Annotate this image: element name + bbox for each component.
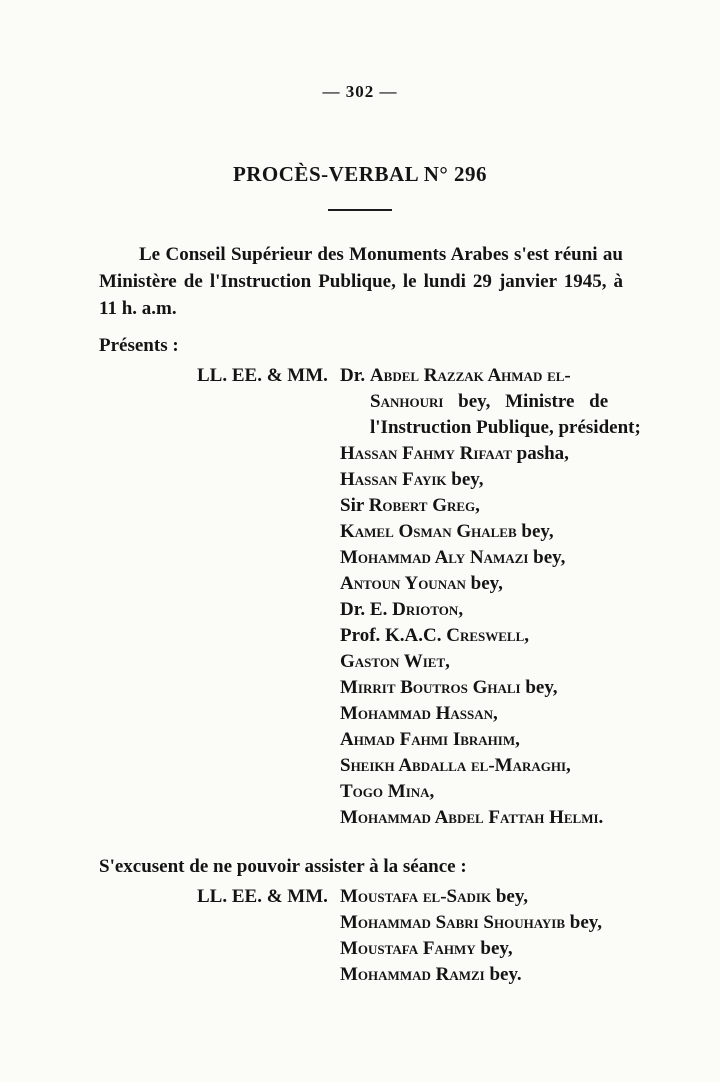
excused-name bbox=[340, 962, 720, 988]
excused-name bbox=[340, 910, 720, 936]
name-suffix: , bbox=[515, 729, 520, 750]
attendee-name bbox=[340, 701, 720, 727]
name-prefix: Dr. bbox=[340, 365, 370, 386]
presents-label: Présents : bbox=[99, 335, 179, 356]
attendee-name bbox=[340, 805, 720, 831]
excused-list bbox=[340, 884, 720, 988]
name-smallcaps: Mohammad Aly Namazi bbox=[340, 547, 529, 568]
name-suffix: bey, bbox=[516, 521, 554, 542]
name-suffix: , bbox=[445, 651, 450, 672]
name-suffix: . bbox=[598, 807, 604, 828]
attendee-name bbox=[340, 493, 720, 519]
name-suffix: pasha, bbox=[511, 443, 569, 464]
name-smallcaps: Moustafa el-Sadik bbox=[340, 886, 492, 907]
page-title: PROCÈS-VERBAL N° 296 bbox=[232, 162, 488, 186]
attendee-name bbox=[340, 675, 720, 701]
title-rule bbox=[328, 209, 392, 211]
attendee-name bbox=[340, 571, 720, 597]
name-smallcaps: Mohammad Sabri Shouhayib bbox=[340, 912, 566, 933]
name-smallcaps: Sanhouri bbox=[370, 391, 444, 412]
attendee-name bbox=[340, 467, 720, 493]
name-smallcaps: Togo Mina bbox=[340, 781, 430, 802]
attendees-list bbox=[340, 441, 720, 831]
attendee-name bbox=[340, 727, 720, 753]
name-smallcaps: Mohammad Ramzi bbox=[340, 964, 485, 985]
president-line bbox=[370, 389, 720, 415]
name-prefix: Prof. bbox=[340, 625, 386, 646]
name-prefix: Dr. bbox=[340, 599, 370, 620]
name-smallcaps: Moustafa Fahmy bbox=[340, 938, 476, 959]
excuses-prefix: LL. EE. & MM. bbox=[197, 886, 328, 907]
presents-block bbox=[197, 363, 720, 831]
president-line bbox=[340, 363, 720, 389]
excuses-names bbox=[340, 884, 720, 988]
presents-names bbox=[340, 363, 720, 831]
excused-name bbox=[340, 936, 720, 962]
name-smallcaps: Gaston Wiet bbox=[340, 651, 446, 672]
name-suffix: , bbox=[429, 781, 435, 802]
name-smallcaps: Sheikh Abdalla el-Maraghi bbox=[340, 755, 567, 776]
excused-name bbox=[340, 884, 720, 910]
attendee-name bbox=[340, 623, 720, 649]
presents-prefix: LL. EE. & MM. bbox=[197, 365, 328, 386]
name-suffix: bey. bbox=[484, 964, 522, 985]
name-smallcaps: K.A.C. Creswell bbox=[385, 625, 525, 646]
name-suffix: bey, Ministre de bbox=[443, 391, 609, 412]
attendee-name bbox=[340, 519, 720, 545]
name-smallcaps: Mohammad Abdel Fattah Helmi bbox=[340, 807, 599, 828]
excuses-label: S'excusent de ne pouvoir assister à la séance : bbox=[99, 856, 467, 877]
name-smallcaps: Mirrit Boutros Ghali bbox=[340, 677, 521, 698]
name-suffix: bey, bbox=[520, 677, 558, 698]
name-smallcaps: E. Drioton bbox=[369, 599, 459, 620]
attendee-name bbox=[340, 753, 720, 779]
name-suffix: bey, bbox=[446, 469, 484, 490]
attendee-name bbox=[340, 545, 720, 571]
name-smallcaps: Abdel Razzak Ahmad el- bbox=[369, 365, 571, 386]
name-suffix: , bbox=[566, 755, 571, 776]
name-suffix: l'Instruction Publique, président; bbox=[370, 417, 641, 438]
name-prefix: Sir bbox=[340, 495, 369, 516]
name-suffix: , bbox=[475, 495, 480, 516]
excuses-block bbox=[197, 884, 720, 988]
attendee-name bbox=[340, 597, 720, 623]
name-suffix: , bbox=[493, 703, 498, 724]
name-smallcaps: Antoun Younan bbox=[340, 573, 466, 594]
page-number: — 302 — bbox=[322, 82, 398, 101]
name-suffix: bey, bbox=[465, 573, 503, 594]
attendee-name bbox=[340, 649, 720, 675]
attendee-name bbox=[340, 779, 720, 805]
name-smallcaps: Hassan Fayik bbox=[340, 469, 447, 490]
name-smallcaps: Kamel Osman Ghaleb bbox=[340, 521, 517, 542]
name-suffix: bey, bbox=[491, 886, 529, 907]
name-suffix: , bbox=[524, 625, 530, 646]
attendee-name bbox=[340, 441, 720, 467]
name-smallcaps: Hassan Fahmy Rifaat bbox=[340, 443, 512, 464]
name-suffix: , bbox=[458, 599, 464, 620]
name-suffix: bey, bbox=[475, 938, 513, 959]
president-line bbox=[370, 415, 720, 441]
name-smallcaps: Robert Greg bbox=[368, 495, 476, 516]
name-suffix: bey, bbox=[528, 547, 566, 568]
name-suffix: bey, bbox=[565, 912, 602, 933]
name-smallcaps: Mohammad Hassan bbox=[340, 703, 494, 724]
name-smallcaps: Ahmad Fahmi Ibrahim bbox=[340, 729, 516, 750]
intro-paragraph: Le Conseil Supérieur des Monuments Arabes s'est réuni au Ministère de l'Instruction Publique, le lundi 29 janvier 1945, à 11 h. a.m. bbox=[99, 244, 623, 319]
